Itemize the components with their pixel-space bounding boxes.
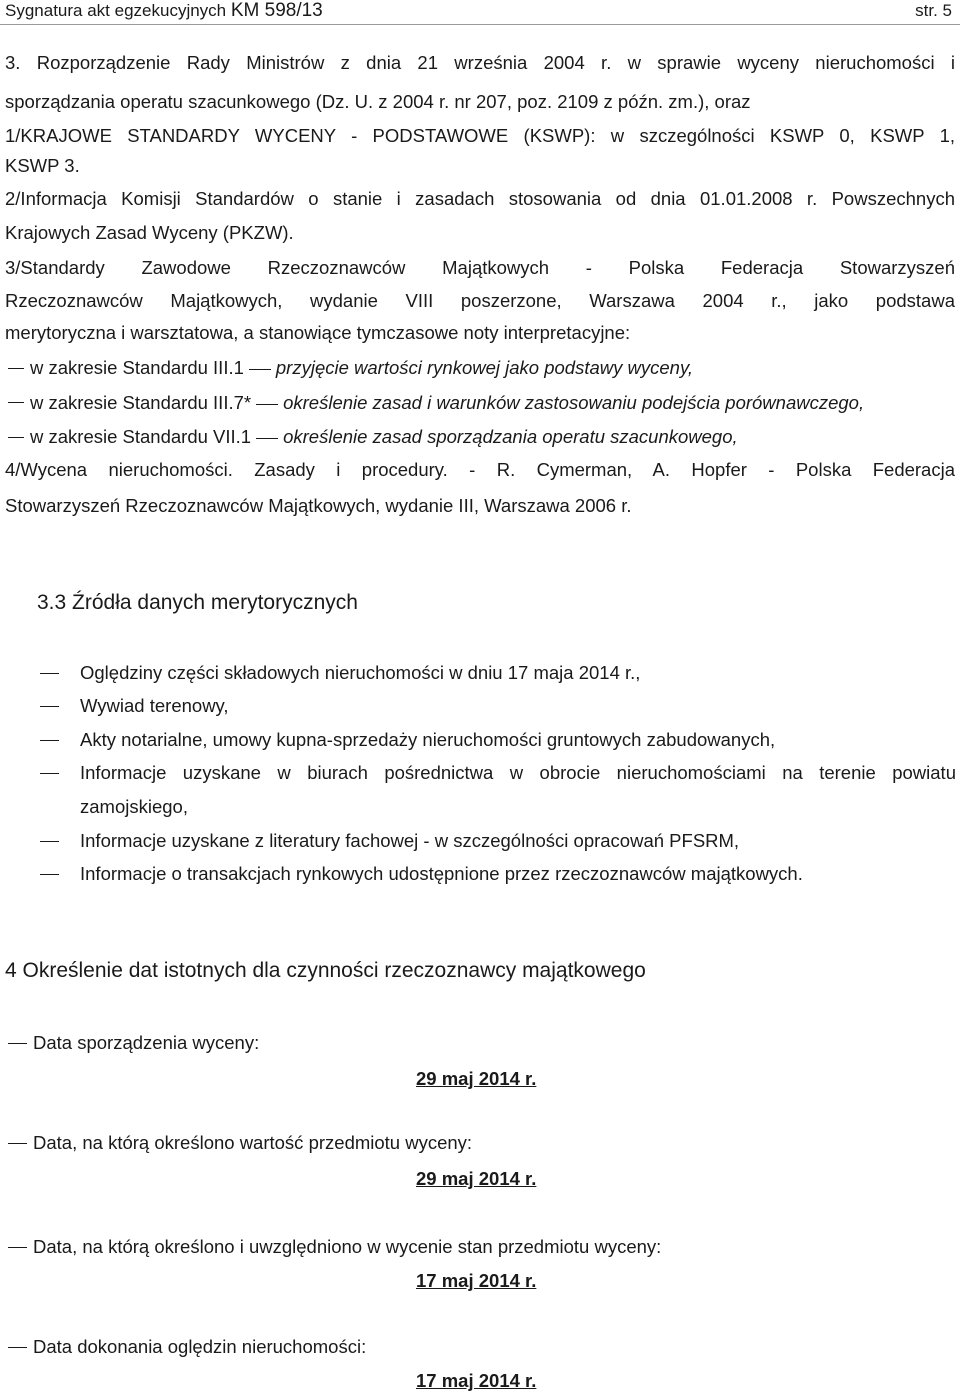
legal-item-3-line2: sporządzania operatu szacunkowego (Dz. U. z 2004 r. nr 207, poz. 2109 z późn. zm.), oraz xyxy=(5,91,751,112)
legal-item-4-line2: Stowarzyszeń Rzeczoznawców Majątkowych, wydanie III, Warszawa 2006 r. xyxy=(5,495,632,516)
dash-bullet xyxy=(8,1247,27,1248)
note-text: przyjęcie wartości rynkowej jako podstawy wyceny, xyxy=(275,357,693,378)
date-label: Data, na którą określono i uwzględniono w wycenie stan przedmiotu wyceny: xyxy=(33,1236,662,1257)
legal-item-2-line1: 2/Informacja Komisji Standardów o stanie i zasadach stosowania od dnia 01.01.2008 r. Powszechnych xyxy=(5,188,955,209)
legal-item-1-line2: KSWP 3. xyxy=(5,155,80,176)
dash-bullet xyxy=(40,773,59,774)
note-prefix: w zakresie Standardu III.7* xyxy=(30,392,252,413)
case-signature: KM 598/13 xyxy=(230,0,323,21)
date-label: Data sporządzenia wyceny: xyxy=(33,1032,260,1053)
underline-dash xyxy=(256,404,278,405)
legal-item-3b-line2: Rzeczoznawców Majątkowych, wydanie VIII poszerzone, Warszawa 2004 r., jako podstawa xyxy=(5,290,955,311)
document-signature-label xyxy=(5,0,323,22)
dash-bullet xyxy=(8,1347,27,1348)
date-label: Data, na którą określono wartość przedmiotu wyceny: xyxy=(33,1132,473,1153)
date-value: 29 maj 2014 r. xyxy=(416,1068,537,1089)
section-heading: 3.3 Źródła danych merytorycznych xyxy=(37,591,358,614)
note-text: określenie zasad sporządzania operatu szacunkowego, xyxy=(283,426,738,447)
list-item: Akty notarialne, umowy kupna-sprzedaży nieruchomości gruntowych zabudowanych, xyxy=(80,729,776,750)
page-number: str. 5 xyxy=(915,1,952,20)
note-item xyxy=(30,426,738,448)
underline-dash xyxy=(256,438,278,439)
header-title: Sygnatura akt egzekucyjnych xyxy=(5,1,227,20)
legal-item-4-line1: 4/Wycena nieruchomości. Zasady i procedury. - R. Cymerman, A. Hopfer - Polska Federacja xyxy=(5,459,955,480)
dash-bullet xyxy=(8,1043,27,1044)
legal-item-2-line2: Krajowych Zasad Wyceny (PKZW). xyxy=(5,222,294,243)
dash-bullet xyxy=(40,740,59,741)
list-item: Informacje uzyskane w biurach pośrednictwa w obrocie nieruchomościami na terenie powiatu xyxy=(80,762,956,783)
list-item: Oględziny części składowych nieruchomości w dniu 17 maja 2014 r., xyxy=(80,662,641,683)
dash-bullet xyxy=(8,1143,27,1144)
note-prefix: w zakresie Standardu VII.1 xyxy=(30,426,252,447)
legal-item-3b-line3: merytoryczna i warsztatowa, a stanowiące tymczasowe noty interpretacyjne: xyxy=(5,322,631,343)
dash-bullet xyxy=(8,368,24,369)
legal-item-1-line1: 1/KRAJOWE STANDARDY WYCENY - PODSTAWOWE (KSWP): w szczególności KSWP 0, KSWP 1, xyxy=(5,125,955,146)
dash-bullet xyxy=(8,402,24,403)
date-value: 29 maj 2014 r. xyxy=(416,1168,537,1189)
dash-bullet xyxy=(40,841,59,842)
section-heading: 4 Określenie dat istotnych dla czynności rzeczoznawcy majątkowego xyxy=(5,959,646,982)
dash-bullet xyxy=(40,874,59,875)
underline-dash xyxy=(249,369,271,370)
note-item xyxy=(30,392,864,414)
list-item: Informacje uzyskane z literatury fachowej - w szczególności opracowań PFSRM, xyxy=(80,830,740,851)
dash-bullet xyxy=(40,673,59,674)
list-item-continuation: zamojskiego, xyxy=(80,796,188,817)
legal-item-3-line1: 3. Rozporządzenie Rady Ministrów z dnia 21 września 2004 r. w sprawie wyceny nieruchomości i xyxy=(5,52,955,73)
dash-bullet xyxy=(8,437,24,438)
date-label: Data dokonania oględzin nieruchomości: xyxy=(33,1336,367,1357)
date-value: 17 maj 2014 r. xyxy=(416,1270,537,1291)
list-item: Wywiad terenowy, xyxy=(80,695,229,716)
note-text: określenie zasad i warunków zastosowaniu podejścia porównawczego, xyxy=(283,392,865,413)
list-item: Informacje o transakcjach rynkowych udostępnione przez rzeczoznawców majątkowych. xyxy=(80,863,803,884)
header-divider xyxy=(0,24,960,25)
legal-item-3b-line1: 3/Standardy Zawodowe Rzeczoznawców Majątkowych - Polska Federacja Stowarzyszeń xyxy=(5,257,955,278)
note-item xyxy=(30,357,693,379)
note-prefix: w zakresie Standardu III.1 xyxy=(30,357,244,378)
date-value: 17 maj 2014 r. xyxy=(416,1370,537,1391)
dash-bullet xyxy=(40,706,59,707)
